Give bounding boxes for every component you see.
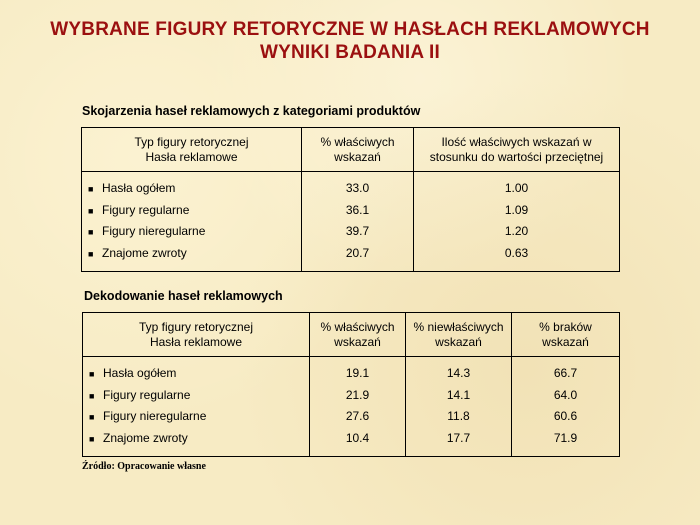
list-item	[83, 363, 309, 385]
header-line: Typ figury retorycznej	[138, 320, 254, 334]
list-item	[82, 243, 301, 265]
table1-ratio-values	[414, 172, 620, 272]
header-line: % właściwych	[320, 135, 395, 149]
header-line: Ilość właściwych wskazań w	[441, 135, 592, 149]
table-cell: 21.9	[345, 387, 370, 402]
table2-header-row	[83, 313, 620, 357]
table-cell: 19.1	[345, 366, 370, 380]
bullet-icon: ■	[88, 184, 94, 194]
bullet-icon: ■	[88, 227, 94, 237]
row-label: Figury regularne	[103, 387, 191, 402]
table-cell: 33.0	[345, 181, 370, 195]
row-label: Hasła ogółem	[102, 181, 176, 195]
table1-labels	[82, 172, 302, 272]
table2-correct-values	[310, 357, 406, 457]
table2-header-missing	[512, 313, 620, 357]
table-cell: 14.1	[446, 387, 471, 402]
table2-body-row	[83, 357, 620, 457]
table-cell: 64.0	[553, 387, 578, 402]
title-line-1: WYBRANE FIGURY RETORYCZNE W HASŁACH REKLAMOWYCH	[50, 19, 650, 40]
table-cell: 66.7	[553, 366, 578, 380]
table2-labels	[83, 357, 310, 457]
table-cell: 36.1	[345, 202, 370, 217]
table-cell: 1.00	[504, 181, 529, 195]
header-line: % niewłaściwych	[413, 320, 504, 334]
bullet-icon: ■	[89, 390, 95, 401]
table-cell: 20.7	[345, 245, 370, 260]
header-line: Hasła reklamowe	[149, 335, 243, 349]
table2-header-incorrect	[406, 313, 512, 357]
header-line: wskazań	[334, 150, 381, 164]
list-item	[82, 200, 301, 222]
page-title	[0, 18, 700, 64]
bullet-icon: ■	[88, 205, 94, 216]
header-line: wskazań	[435, 335, 482, 349]
table2	[82, 312, 620, 457]
list-item	[82, 221, 301, 243]
row-label: Znajome zwroty	[102, 245, 187, 260]
header-line: % właściwych	[320, 320, 395, 334]
table1	[81, 127, 620, 272]
list-item	[82, 178, 301, 200]
list-item	[83, 385, 309, 407]
header-line: Hasła reklamowe	[145, 150, 238, 164]
bullet-icon: ■	[88, 248, 94, 259]
table-cell: 39.7	[345, 224, 370, 238]
table-cell: 1.09	[504, 202, 529, 217]
table-cell: 14.3	[446, 366, 471, 380]
row-label: Znajome zwroty	[103, 430, 188, 445]
row-label: Hasła ogółem	[103, 366, 177, 380]
header-line: Typ figury retorycznej	[134, 135, 249, 149]
source-note: Źródło: Opracowanie własne	[82, 461, 206, 472]
table-cell: 0.63	[504, 245, 529, 260]
header-line: stosunku do wartości przeciętnej	[429, 150, 604, 164]
header-line: wskazań	[334, 335, 381, 349]
table2-header-type	[83, 313, 310, 357]
title-line-2: WYNIKI BADANIA II	[259, 42, 441, 63]
table-cell: 60.6	[553, 409, 578, 423]
row-label: Figury nieregularne	[103, 409, 207, 423]
table-cell: 71.9	[553, 430, 578, 445]
list-item	[83, 406, 309, 428]
table-cell: 1.20	[504, 224, 529, 238]
table2-header-correct	[310, 313, 406, 357]
table2-caption: Dekodowanie haseł reklamowych	[84, 289, 283, 303]
table1-body-row	[82, 172, 620, 272]
table1-header-type	[82, 128, 302, 172]
table1-caption: Skojarzenia haseł reklamowych z kategoriami produktów	[82, 104, 421, 118]
table1-header-pct	[302, 128, 414, 172]
table-cell: 27.6	[345, 409, 370, 423]
table2-missing-values	[512, 357, 620, 457]
header-line: % braków	[539, 320, 592, 334]
table-cell: 11.8	[447, 409, 470, 423]
table1-header-ratio	[414, 128, 620, 172]
row-label: Figury regularne	[102, 202, 190, 217]
row-label: Figury nieregularne	[102, 224, 206, 238]
table-cell: 10.4	[345, 430, 370, 445]
table1-pct-values	[302, 172, 414, 272]
table2-incorrect-values	[406, 357, 512, 457]
table-cell: 17.7	[446, 430, 471, 445]
bullet-icon: ■	[89, 369, 95, 379]
table1-header-row	[82, 128, 620, 172]
bullet-icon: ■	[89, 433, 95, 444]
list-item	[83, 428, 309, 450]
header-line: wskazań	[542, 335, 589, 349]
bullet-icon: ■	[89, 412, 95, 422]
